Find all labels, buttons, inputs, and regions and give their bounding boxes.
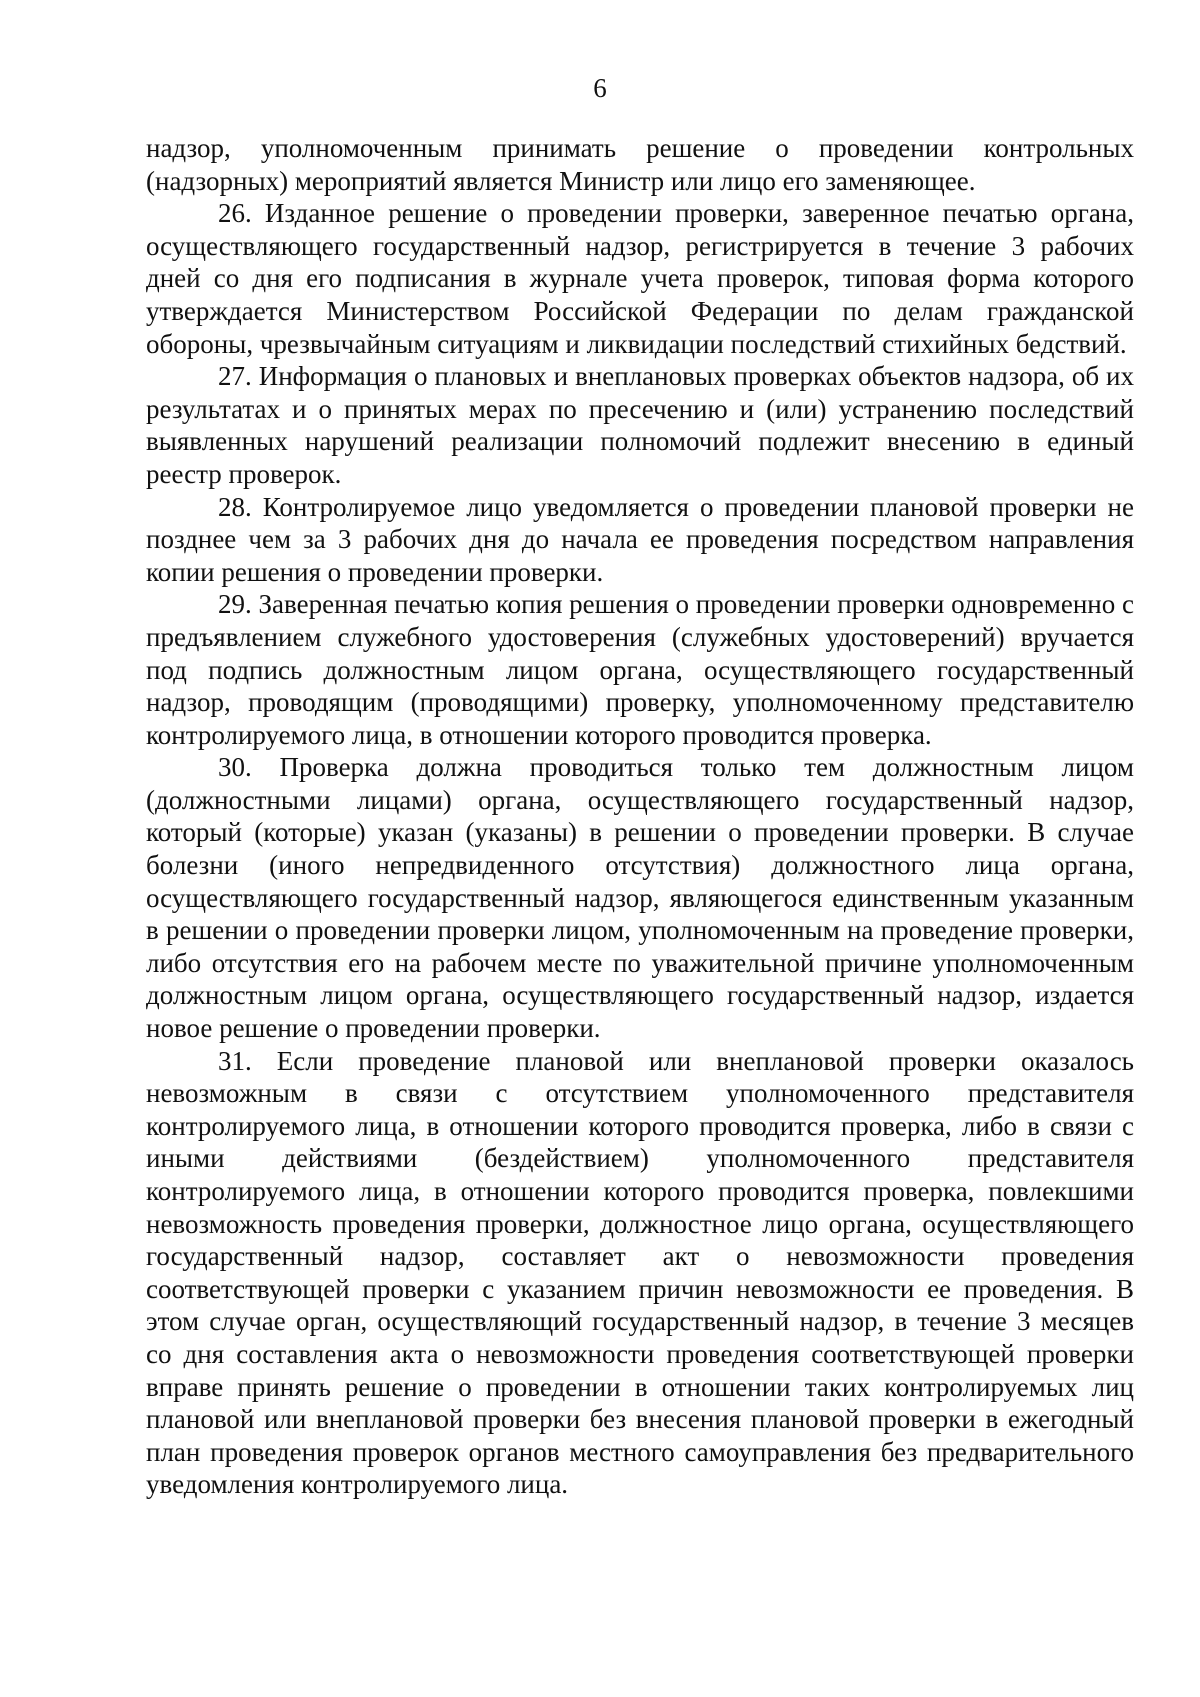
- paragraph-26: 26. Изданное решение о проведении проверки, заверенное печатью органа, осуществляющего государственный надзор, регистрируется в течение 3 рабочих дней со дня его подписания в журнале учета проверок, типовая форма которого утверждается Министерством Российской Федерации по делам гражданской обороны, чрезвычайным ситуациям и ликвидации последствий стихийных бедствий.: [146, 198, 1134, 359]
- paragraph-31: 31. Если проведение плановой или внеплановой проверки оказалось невозможным в связи с отсутствием уполномоченного представителя контролируемого лица, в отношении которого проводится проверка, либо в связи с иными действиями (бездействием) уполномоченного представителя контролируемого лица, в отношении которого проводится проверка, повлекшими невозможность проведения проверки, должностное лицо органа, осуществляющего государственный надзор, составляет акт о невозможности проведения соответствующей проверки с указанием причин невозможности ее проведения. В этом случае орган, осуществляющий государственный надзор, в течение 3 месяцев со дня составления акта о невозможности проведения соответствующей проверки вправе принять решение о проведении в отношении таких контролируемых лиц плановой или внеплановой проверки без внесения плановой проверки в ежегодный план проведения проверок органов местного самоуправления без предварительного уведомления контролируемого лица.: [146, 1045, 1134, 1500]
- paragraph-28: 28. Контролируемое лицо уведомляется о проведении плановой проверки не позднее чем за 3 рабочих дня до начала ее проведения посредством направления копии решения о проведении проверки.: [146, 491, 1134, 587]
- page-number: 6: [593, 73, 607, 103]
- paragraph-30: 30. Проверка должна проводиться только тем должностным лицом (должностными лицами) органа, осуществляющего государственный надзор, который (которые) указан (указаны) в решении о проведении проверки. В случае болезни (иного непредвиденного отсутствия) должностного лица органа, осуществляющего государственный надзор, являющегося единственным указанным в решении о проведении проверки лицом, уполномоченным на проведение проверки, либо отсутствия его на рабочем месте по уважительной причине уполномоченным должностным лицом органа, осуществляющего государственный надзор, издается новое решение о проведении проверки.: [146, 752, 1134, 1044]
- document-body: [146, 132, 1134, 1501]
- paragraph-continuation: надзор, уполномоченным принимать решение о проведении контрольных (надзорных) мероприятий является Министр или лицо его заменяющее.: [146, 133, 1134, 196]
- paragraph-29: 29. Заверенная печатью копия решения о проведении проверки одновременно с предъявлением служебного удостоверения (служебных удостоверений) вручается под подпись должностным лицом органа, осуществляющего государственный надзор, проводящим (проводящими) проверку, уполномоченному представителю контролируемого лица, в отношении которого проводится проверка.: [146, 589, 1134, 750]
- paragraph-27: 27. Информация о плановых и внеплановых проверках объектов надзора, об их результатах и о принятых мерах по пресечению и (или) устранению последствий выявленных нарушений реализации полномочий подлежит внесению в единый реестр проверок.: [146, 361, 1134, 489]
